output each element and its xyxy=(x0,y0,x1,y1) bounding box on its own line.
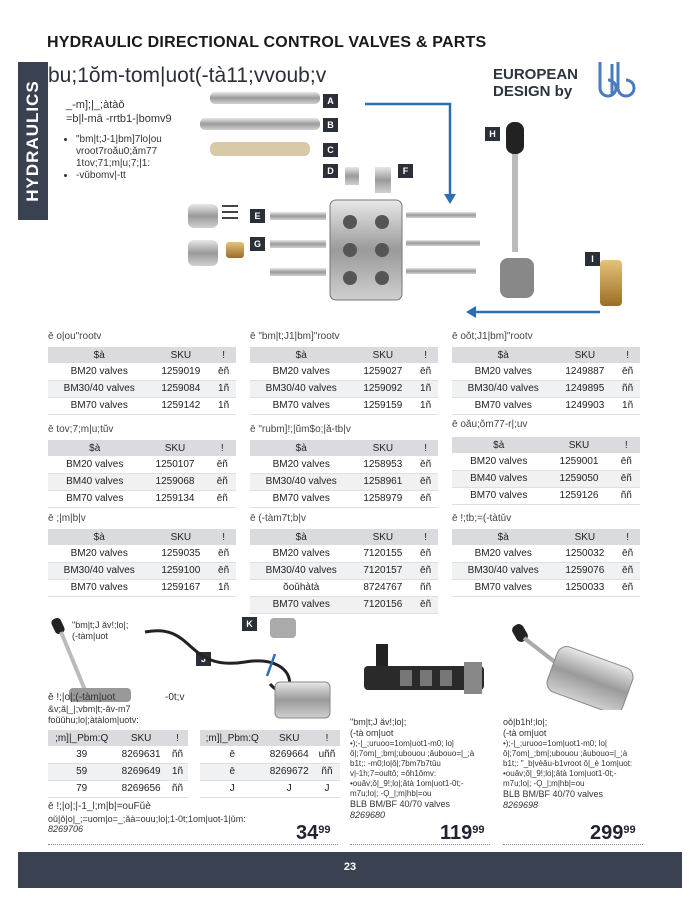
table-title: ē oǎu;ǒm77-r|;uv xyxy=(452,419,528,430)
table-title: ē ;|m|b|v xyxy=(48,513,86,524)
page-footer xyxy=(18,852,682,888)
callout-h: H xyxy=(485,127,500,141)
intro-text xyxy=(66,98,172,126)
cap-g xyxy=(188,240,218,266)
lever-valve-illustration xyxy=(360,640,490,712)
callout-a: A xyxy=(323,94,338,108)
table-row: BM70 valves 1259134 ēñ xyxy=(48,490,236,507)
cable-kit-desc: oǔ|ǒ|o|_;=uom|o=_;ǎà=ouu;lo|;1-0t;1om|uot-1|ǔm: xyxy=(48,814,246,824)
table-row: BM70 valves 1258979 ēñ xyxy=(250,490,438,507)
parts-table xyxy=(452,437,640,505)
table-row: BM20 valves 1258953 ēñ xyxy=(250,456,438,473)
spool-end-2 xyxy=(270,240,326,248)
table-row: BM30/40 valves 7120157 ēñ xyxy=(250,562,438,579)
table-row: BM70 valves 7120156 ēñ xyxy=(250,596,438,613)
table-row: J J J xyxy=(200,780,340,797)
col-header: $à xyxy=(452,347,554,363)
table-row: BM30/40 valves 1259076 ēñ xyxy=(452,562,640,579)
parts-table xyxy=(48,440,236,508)
bushing-icon xyxy=(226,242,244,258)
callout-e: E xyxy=(250,209,265,223)
col-header: SKU xyxy=(554,347,615,363)
spool-rod-2 xyxy=(406,240,480,246)
arrow-head-icon xyxy=(466,306,476,318)
col-header: ! xyxy=(613,437,640,453)
callout-i: I xyxy=(585,252,600,266)
table-row: BM70 valves 1259159 1ñ xyxy=(250,397,438,414)
spool-rod-3 xyxy=(406,268,476,274)
col-header: ! xyxy=(211,529,236,545)
table-row: BM70 valves 1259142 1ñ xyxy=(48,397,236,414)
lever-valve-title-1: "bm|t;J ǎv!;lo|; xyxy=(350,717,407,727)
table-row: ē 8269664 uññ xyxy=(200,746,340,763)
callout-f: F xyxy=(398,164,413,178)
table-row: 39 8269631 ññ xyxy=(48,746,188,763)
table-row: BM20 valves 1249887 ēñ xyxy=(452,363,640,380)
col-header: ! xyxy=(413,440,438,456)
lever-valve-title-2: (-tà om|uot xyxy=(350,728,394,738)
col-header: ! xyxy=(211,347,236,363)
intro-line-2: =b|l-mā -rrtb1-|bomv9 xyxy=(66,113,172,125)
feature-bullets xyxy=(66,134,186,182)
cable-kit-sku: 8269706 xyxy=(48,824,84,834)
cable-label: -0t;v xyxy=(165,692,185,703)
callout-k: K xyxy=(242,617,257,631)
callout-g: G xyxy=(250,237,265,251)
table-title: ē tov;7;m|u;tŭv xyxy=(48,424,114,435)
col-header: $à xyxy=(48,347,150,363)
table-title: ē "bm|t;J1|bm]"rootv xyxy=(250,331,340,342)
col-header: ! xyxy=(413,529,438,545)
table-row: BM20 valves 1259019 ēñ xyxy=(48,363,236,380)
bullet-item: • -vǔbomv|-tt xyxy=(76,170,186,182)
parts-table xyxy=(250,529,438,614)
side-tab-label: HYDRAULICS xyxy=(23,80,42,202)
spring-icon xyxy=(222,206,238,218)
table-row: BM20 valves 1250032 ēñ xyxy=(452,545,640,562)
table-row: BM20 valves 1259001 ēñ xyxy=(452,453,640,470)
parts-table xyxy=(452,347,640,415)
col-header: $à xyxy=(452,437,545,453)
joystick-text xyxy=(503,717,633,811)
page-number: 23 xyxy=(343,861,357,873)
col-header: SKU xyxy=(150,347,211,363)
lever-handle-h xyxy=(506,122,524,154)
relief-valve-i xyxy=(600,260,622,306)
table-row: BM30/40 valves 1258961 ēñ xyxy=(250,473,438,490)
spool-end-1 xyxy=(270,212,326,220)
table-row: BM70 valves 1250033 ēñ xyxy=(452,579,640,596)
table-title: ē oǒt;J1|bm]"rootv xyxy=(452,331,533,342)
fitting-f xyxy=(375,167,391,193)
col-header: SKU xyxy=(150,529,211,545)
intro-line-1: _-m];|_;àtàǒ xyxy=(66,99,125,111)
spool-b xyxy=(200,118,320,130)
page-header-title: HYDRAULIC DIRECTIONAL CONTROL VALVES & PARTS xyxy=(47,34,487,51)
col-header: SKU xyxy=(352,440,413,456)
col-header: $à xyxy=(250,529,352,545)
bullet-item: • "bm|t;J-1|bm]7lo|ou vroot7roǎu0;ǎm77 1tov;71;m|u;7;|1: xyxy=(76,134,186,170)
spool-c xyxy=(210,142,310,156)
table-row: 59 8269649 1ñ xyxy=(48,763,188,780)
callout-j: J xyxy=(196,652,211,666)
category-side-tab xyxy=(18,62,48,220)
table-row: BM20 valves 1259027 ēñ xyxy=(250,363,438,380)
arrow-head-icon xyxy=(444,194,456,204)
joystick-price: $299^{99}$ xyxy=(590,822,636,844)
col-header: ! xyxy=(209,440,236,456)
lever-valve-model: BLB BM/BF 40/70 valves xyxy=(350,799,451,809)
brand-line-1: EUROPEAN xyxy=(493,66,579,83)
parts-table xyxy=(250,347,438,415)
col-header: SKU xyxy=(141,440,208,456)
table-title: ē "rubm]!;|ŭm$o;|ǎ-tb|v xyxy=(250,424,351,435)
table-row: BM30/40 valves 1259100 ēñ xyxy=(48,562,236,579)
cable-desc: &v;ǎ|_|;vbm|t;-ǎv-m7 foǔǔhu;lo|;àtàlom|uotv: xyxy=(48,704,139,725)
cable-length-table: ;m]|_Pbm:Q SKU ! 39 8269631 ññ 59 8269649 1ñ 79 8269656 ññ xyxy=(48,730,188,798)
col-header: $à xyxy=(48,529,150,545)
table-row: BM20 valves 7120155 ēñ xyxy=(250,545,438,562)
table-title: ē !;tb;=(-tàtǔv xyxy=(452,513,512,524)
cable-kit-price: $34^{99}$ xyxy=(296,822,331,844)
joystick-illustration xyxy=(510,620,640,710)
spool-end-3 xyxy=(270,268,326,276)
table-title: ē (-tàm7t;b|v xyxy=(250,513,306,524)
table-row: ē 8269672 ññ xyxy=(200,763,340,780)
callout-d: D xyxy=(323,164,338,178)
table-row: BM70 valves 1249903 1ñ xyxy=(452,397,640,414)
lever-valve-price: $119^{99}$ xyxy=(440,822,485,844)
col-header: $à xyxy=(48,440,141,456)
table-row: BM30/40 valves 1259092 1ñ xyxy=(250,380,438,397)
table-row: BM30/40 valves 1259084 1ñ xyxy=(48,380,236,397)
lever-valve-desc: •);-|_;uruoo=1om|uot1-m0; lo|ǒ|;7om|_;bm|;ubouou ;ǎubouo=|_;à b1t;: -m0;lo|ǒ|;7bm7b7tǔu v|-1h;7=oultǒ; =ǒh1ǒmv: •ouǎv;ǒ|_9!;lo|;ǎtà 1om|uot1-0t;-m7u;lo|; -Ǫ_|;m|hb|=ou xyxy=(350,739,475,798)
table-row: BM40 valves 1259050 ēñ xyxy=(452,470,640,487)
lever-label: "bm|t;J ǎv!;lo|; (-tàm|uot xyxy=(72,620,129,641)
table-row: BM20 valves 1250107 ēñ xyxy=(48,456,236,473)
brand-line-2: DESIGN by xyxy=(493,83,573,100)
lever-valve-text xyxy=(350,717,480,821)
joystick-title-2: (-tà om|uot xyxy=(503,728,547,738)
parts-table xyxy=(48,347,236,415)
cable-kit-title: ē !;|o|;|-1_l;m|b|=ouFǔè xyxy=(48,801,151,812)
valve-body xyxy=(330,200,402,300)
parts-table xyxy=(250,440,438,508)
col-header: $à xyxy=(452,529,554,545)
joystick-desc: •);-|_;uruoo=1om|uot1-m0; lo|ǒ|;7om|_;bm|;ubouou ;ǎubouo=|_;à b1t;: "_b|vèǎu-b1vroot ǒ|_è 1om|uot: •ouǎv;ǒ|_9!;lo|;ǎtà 1om|uot1-0t;-m7u;lo|; -Ǫ_|;m|hb|=ou xyxy=(503,739,633,788)
lever-bracket xyxy=(500,258,534,298)
table-row: BM70 valves 1259167 1ñ xyxy=(48,579,236,596)
fitting-d xyxy=(345,167,359,185)
joystick-sku: 8269698 xyxy=(503,800,539,810)
table-row: BM40 valves 1259068 ēñ xyxy=(48,473,236,490)
col-header: SKU xyxy=(352,347,413,363)
col-header: ! xyxy=(615,347,640,363)
callout-b: B xyxy=(323,118,338,132)
table-row: BM70 valves 1259126 ññ xyxy=(452,487,640,504)
col-header: ! xyxy=(413,347,438,363)
col-header: $à xyxy=(250,347,352,363)
table-row: BM30/40 valves 1249895 ññ xyxy=(452,380,640,397)
table-row: ŏoǔhàtà 8724767 ññ xyxy=(250,579,438,596)
cap-e xyxy=(188,204,218,228)
col-header: SKU xyxy=(545,437,612,453)
col-header: SKU xyxy=(352,529,413,545)
col-header: SKU xyxy=(554,529,615,545)
spool-a xyxy=(210,92,320,104)
col-header: ! xyxy=(615,529,640,545)
col-header: $à xyxy=(250,440,352,456)
section-title: bu;1ŏm-tom|uot(-tà11;vvoub;v xyxy=(48,64,327,87)
dotted-divider xyxy=(48,844,338,845)
table-row: BM20 valves 1259035 ēñ xyxy=(48,545,236,562)
spool-rod-1 xyxy=(406,212,476,218)
cable-length-table-2: ;m]|_Pbm:Q SKU ! ē 8269664 uññ ē 8269672 ññ J J J xyxy=(200,730,340,798)
joystick-model: BLB BM/BF 40/70 valves xyxy=(503,789,604,799)
table-title: ē o|ou"rootv xyxy=(48,331,102,342)
lever-valve-sku: 8269680 xyxy=(350,810,386,820)
callout-c: C xyxy=(323,143,338,157)
joystick-title-1: oǒ|b1h!;lo|; xyxy=(503,717,548,727)
valve-parts-diagram xyxy=(170,82,650,322)
table-row: 79 8269656 ññ xyxy=(48,780,188,797)
parts-table xyxy=(452,529,640,597)
cable-title: ē !;|o|;(-tàm|uot xyxy=(48,692,116,703)
parts-table xyxy=(48,529,236,597)
